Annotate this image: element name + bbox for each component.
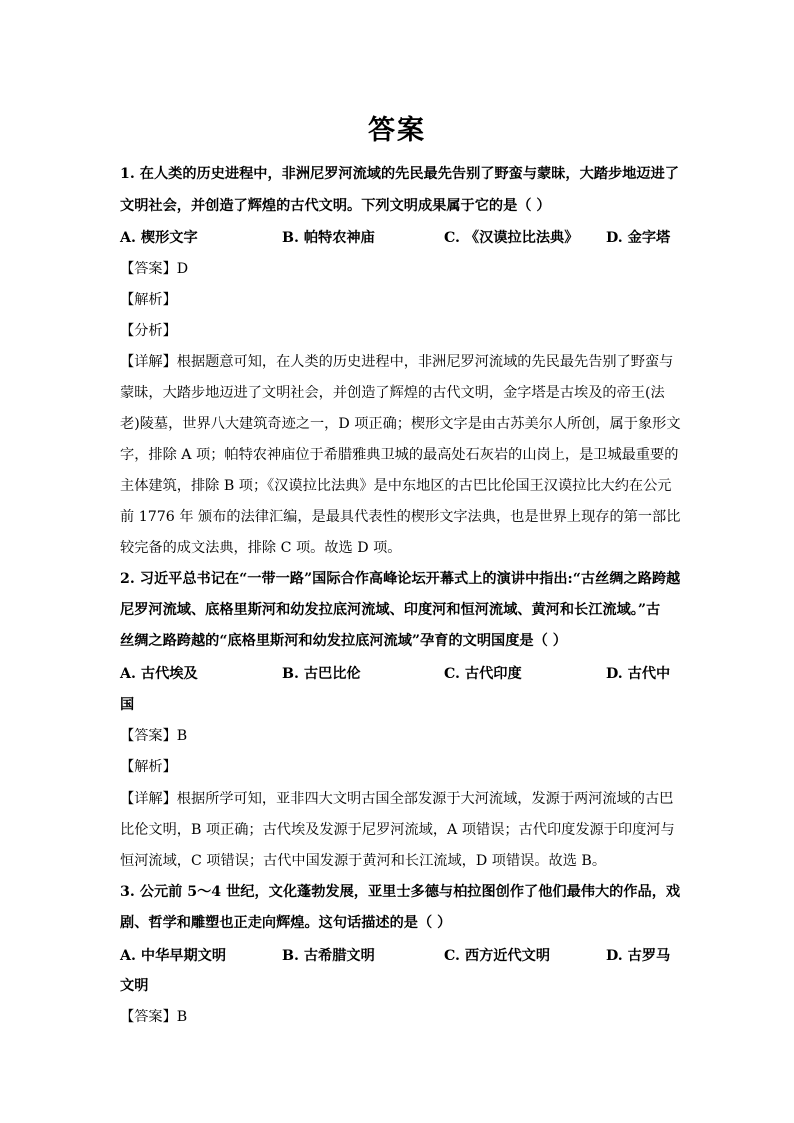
q3-answer: 【答案】B xyxy=(120,1009,188,1025)
q2-option-d: D. 古代中 xyxy=(606,666,671,682)
q1-option-d: D. 金字塔 xyxy=(606,230,671,246)
q3-option-c: C. 西方近代文明 xyxy=(444,948,551,964)
q3-option-b: B. 古希腊文明 xyxy=(282,948,375,964)
q2-detail-line-3: 恒河流域，C 项错误；古代中国发源于黄河和长江流域，D 项错误。故选 B。 xyxy=(120,853,607,869)
q2-option-b: B. 古巴比伦 xyxy=(282,666,361,682)
q2-option-wrap: 国 xyxy=(120,697,135,713)
q2-options xyxy=(120,663,680,683)
q1-stem-line-1: 1. 在人类的历史进程中，非洲尼罗河流域的先民最先告别了野蛮与蒙昧，大踏步地迈进了 xyxy=(120,166,679,182)
q2-stem-line-1: 2. 习近平总书记在“一带一路”国际合作高峰论坛开幕式上的演讲中指出:“古丝绸之路跨越 xyxy=(120,571,681,587)
q1-detail-line-5: 主体建筑，排除 B 项；《汉谟拉比法典》是中东地区的古巴比伦国王汉谟拉比大约在公元 xyxy=(120,478,672,494)
q1-analysis-label: 【解析】 xyxy=(120,292,177,308)
q2-option-c: C. 古代印度 xyxy=(444,666,522,682)
q3-stem-line-1: 3. 公元前 5～4 世纪，文化蓬勃发展，亚里士多德与柏拉图创作了他们最伟大的作品，戏 xyxy=(120,884,681,900)
q1-detail-line-4: 字，排除 A 项；帕特农神庙位于希腊雅典卫城的最高处石灰岩的山岗上，是卫城最重要的 xyxy=(120,447,679,463)
page-title: 答案 xyxy=(368,115,426,146)
q2-stem-line-3: 丝绸之路跨越的“底格里斯河和幼发拉底河流域”孕育的文明国度是（ ） xyxy=(120,633,567,649)
q2-analysis-label: 【解析】 xyxy=(120,759,177,775)
q1-fenxi-label: 【分析】 xyxy=(120,323,177,339)
q1-options xyxy=(120,227,680,247)
q3-stem-line-2: 剧、哲学和雕塑也正走向辉煌。这句话描述的是（ ） xyxy=(120,915,452,931)
q1-stem-line-2: 文明社会，并创造了辉煌的古代文明。下列文明成果属于它的是（ ） xyxy=(120,198,551,214)
q1-option-c: C. 《汉谟拉比法典》 xyxy=(444,230,579,246)
q1-detail-line-7: 较完备的成文法典，排除 C 项。故选 D 项。 xyxy=(120,540,402,556)
q1-detail-line-3: 老)陵墓，世界八大建筑奇迹之一，D 项正确；楔形文字是由古苏美尔人所创，属于象形文 xyxy=(120,416,681,432)
q1-detail-line-1: 【详解】根据题意可知，在人类的历史进程中，非洲尼罗河流域的先民最先告别了野蛮与 xyxy=(120,354,674,370)
q1-option-a: A. 楔形文字 xyxy=(120,230,198,246)
q2-stem-line-2: 尼罗河流域、底格里斯河和幼发拉底河流域、印度河和恒河流域、黄河和长江流域。”古 xyxy=(120,602,661,618)
q2-option-a: A. 古代埃及 xyxy=(120,666,198,682)
q3-option-a: A. 中华早期文明 xyxy=(120,948,227,964)
q1-detail-line-2: 蒙昧，大踏步地迈进了文明社会，并创造了辉煌的古代文明，金字塔是古埃及的帝王(法 xyxy=(120,385,665,401)
q2-detail-line-2: 比伦文明，B 项正确；古代埃及发源于尼罗河流域，A 项错误；古代印度发源于印度河与 xyxy=(120,822,675,838)
q1-answer: 【答案】D xyxy=(120,261,189,277)
q2-detail-line-1: 【详解】根据所学可知，亚非四大文明古国全部发源于大河流域，发源于两河流域的古巴 xyxy=(120,791,674,807)
q1-detail-line-6: 前 1776 年 颁布的法律汇编，是最具代表性的楔形文字法典，也是世界上现存的第一部比 xyxy=(120,509,681,525)
q2-answer: 【答案】B xyxy=(120,728,188,744)
q1-option-b: B. 帕特农神庙 xyxy=(282,230,375,246)
q3-option-wrap: 文明 xyxy=(120,978,149,994)
q3-option-d: D. 古罗马 xyxy=(606,948,671,964)
q3-options xyxy=(120,945,680,965)
